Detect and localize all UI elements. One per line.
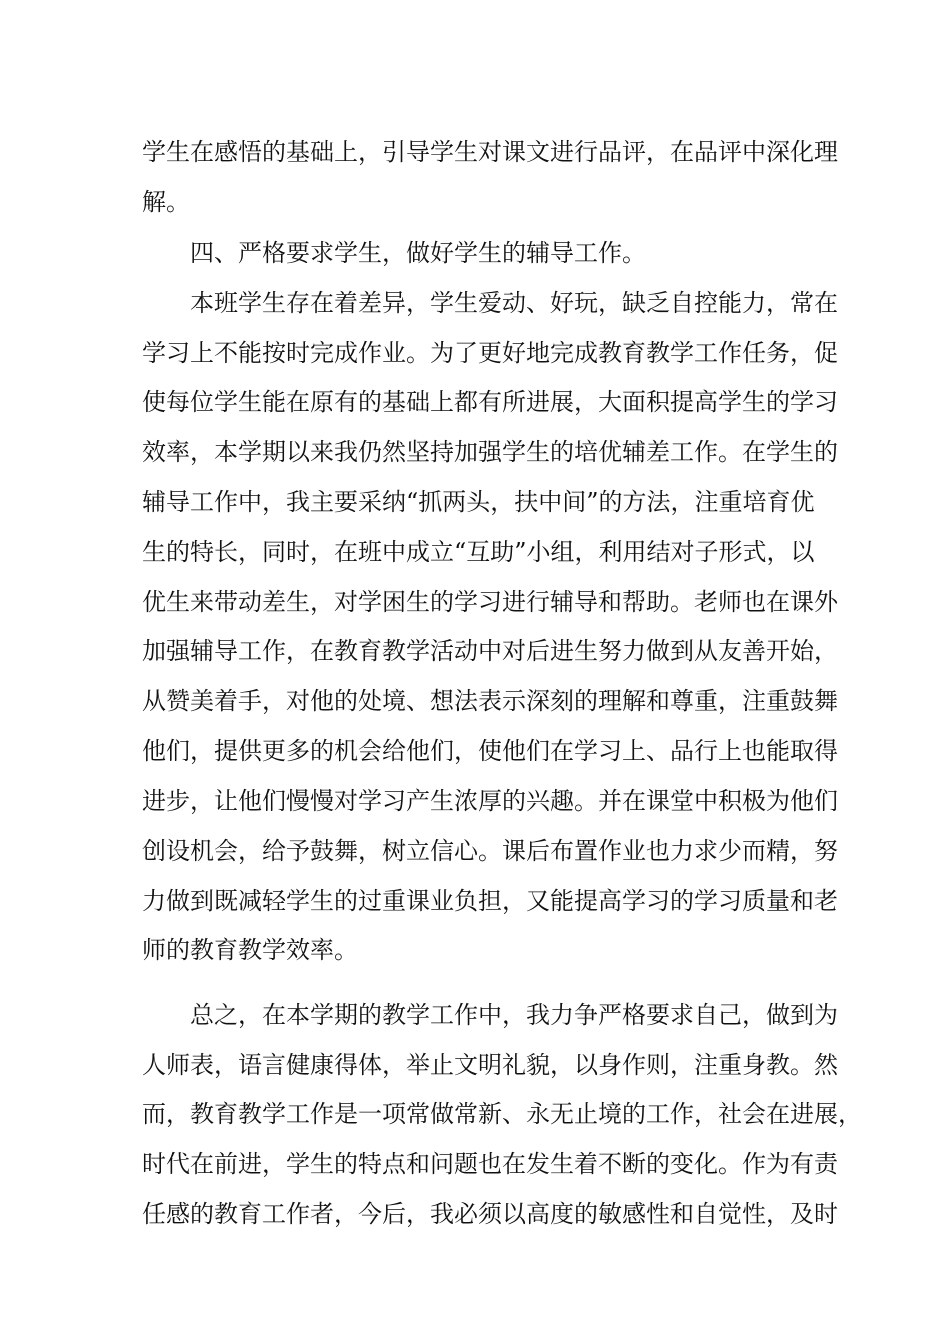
text-line: 优生来带动差生，对学困生的学习进行辅导和帮助。老师也在课外 — [142, 588, 838, 616]
text-line: 创设机会，给予鼓舞，树立信心。课后布置作业也力求少而精，努 — [142, 837, 838, 865]
text-line: 学生在感悟的基础上，引导学生对课文进行品评，在品评中深化理 — [142, 138, 838, 166]
text-line: 人师表，语言健康得体，举止文明礼貌，以身作则，注重身教。然 — [142, 1051, 838, 1079]
section-heading: 四、严格要求学生，做好学生的辅导工作。 — [190, 239, 646, 267]
text-line: 使每位学生能在原有的基础上都有所进展，大面积提高学生的学习 — [142, 388, 838, 416]
text-line: 师的教育教学效率。 — [142, 936, 358, 964]
text-line: 力做到既减轻学生的过重课业负担，又能提高学习的学习质量和老 — [142, 887, 838, 915]
text-line: 本班学生存在着差异，学生爱动、好玩，缺乏自控能力，常在 — [190, 289, 838, 317]
text-line: 总之，在本学期的教学工作中，我力争严格要求自己，做到为 — [190, 1001, 838, 1029]
text-line: 他们，提供更多的机会给他们，使他们在学习上、品行上也能取得 — [142, 737, 838, 765]
text-line: 效率，本学期以来我仍然坚持加强学生的培优辅差工作。在学生的 — [142, 438, 838, 466]
text-line: 而，教育教学工作是一项常做常新、永无止境的工作，社会在进展， — [142, 1100, 862, 1128]
text-line: 加强辅导工作，在教育教学活动中对后进生努力做到从友善开始， — [142, 637, 838, 665]
text-line: 解。 — [142, 188, 190, 216]
text-line: 辅导工作中，我主要采纳“抓两头，扶中间”的方法，注重培育优 — [142, 488, 815, 516]
text-line: 任感的教育工作者，今后，我必须以高度的敏感性和自觉性，及时 — [142, 1200, 838, 1228]
text-line: 时代在前进，学生的特点和问题也在发生着不断的变化。作为有责 — [142, 1150, 838, 1178]
text-line: 进步，让他们慢慢对学习产生浓厚的兴趣。并在课堂中积极为他们 — [142, 787, 838, 815]
text-line: 学习上不能按时完成作业。为了更好地完成教育教学工作任务，促 — [142, 339, 838, 367]
text-line: 生的特长，同时，在班中成立“互助”小组，利用结对子形式，以 — [142, 538, 815, 566]
text-line: 从赞美着手，对他的处境、想法表示深刻的理解和尊重，注重鼓舞 — [142, 687, 838, 715]
